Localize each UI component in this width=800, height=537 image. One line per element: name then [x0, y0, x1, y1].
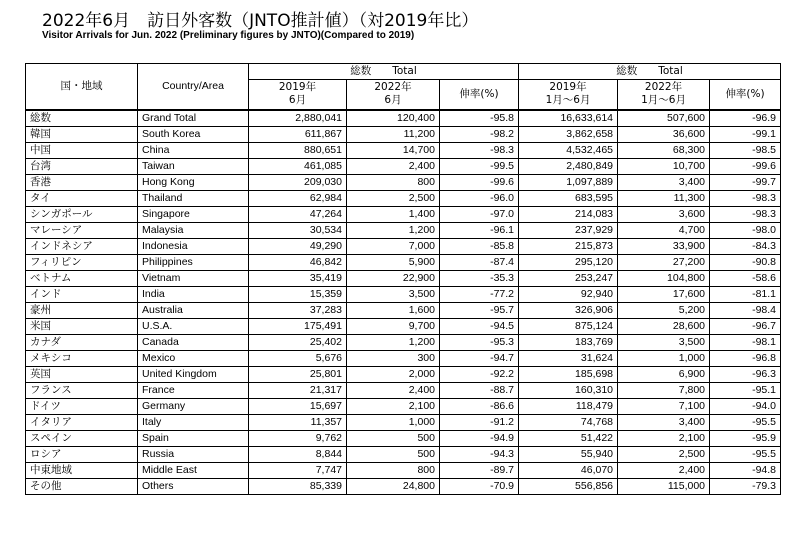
cell-growth-cumulative: -94.0	[710, 398, 781, 414]
cell-country-en: Middle East	[138, 462, 249, 478]
cell-2019-month: 5,676	[249, 350, 347, 366]
cell-2022-month: 2,500	[347, 190, 440, 206]
cell-2019-month: 21,317	[249, 382, 347, 398]
cell-2019-month: 461,085	[249, 158, 347, 174]
cell-region-jp: 台湾	[26, 158, 138, 174]
cell-2019-cumulative: 326,906	[519, 302, 618, 318]
cell-2019-month: 2,880,041	[249, 110, 347, 127]
header-2019-cum-year: 2019年	[549, 81, 587, 94]
cell-country-en: U.S.A.	[138, 318, 249, 334]
cell-2019-month: 47,264	[249, 206, 347, 222]
cell-country-en: Australia	[138, 302, 249, 318]
header-growth-cumulative: 伸率(%)	[710, 80, 781, 110]
cell-growth-cumulative: -98.1	[710, 334, 781, 350]
cell-region-jp: ドイツ	[26, 398, 138, 414]
cell-2019-month: 85,339	[249, 478, 347, 494]
header-group-cumulative: 総数 Total	[519, 64, 781, 80]
cell-2022-cumulative: 3,500	[618, 334, 710, 350]
cell-2019-cumulative: 295,120	[519, 254, 618, 270]
header-country-en: Country/Area	[138, 64, 249, 110]
cell-2022-month: 2,100	[347, 398, 440, 414]
cell-2022-month: 2,400	[347, 382, 440, 398]
table-row	[26, 238, 781, 254]
cell-2019-cumulative: 46,070	[519, 462, 618, 478]
cell-region-jp: カナダ	[26, 334, 138, 350]
cell-region-jp: 英国	[26, 366, 138, 382]
cell-region-jp: ロシア	[26, 446, 138, 462]
cell-growth-month: -95.7	[440, 302, 519, 318]
cell-country-en: Hong Kong	[138, 174, 249, 190]
cell-growth-cumulative: -99.6	[710, 158, 781, 174]
cell-2019-month: 37,283	[249, 302, 347, 318]
cell-country-en: United Kingdom	[138, 366, 249, 382]
cell-growth-cumulative: -58.6	[710, 270, 781, 286]
cell-region-jp: フィリピン	[26, 254, 138, 270]
cell-region-jp: その他	[26, 478, 138, 494]
table-row	[26, 126, 781, 142]
cell-growth-cumulative: -98.0	[710, 222, 781, 238]
header-2019-month	[249, 80, 347, 110]
cell-2022-month: 1,600	[347, 302, 440, 318]
cell-growth-cumulative: -81.1	[710, 286, 781, 302]
table-row	[26, 478, 781, 494]
cell-2022-month: 500	[347, 446, 440, 462]
cell-region-jp: フランス	[26, 382, 138, 398]
cell-region-jp: マレーシア	[26, 222, 138, 238]
cell-growth-month: -91.2	[440, 414, 519, 430]
cell-country-en: Canada	[138, 334, 249, 350]
table-row	[26, 446, 781, 462]
cell-2022-cumulative: 4,700	[618, 222, 710, 238]
cell-2022-cumulative: 7,100	[618, 398, 710, 414]
header-2022-month-period: 6月	[384, 94, 402, 107]
cell-2022-cumulative: 68,300	[618, 142, 710, 158]
cell-2022-month: 500	[347, 430, 440, 446]
header-2019-month-period: 6月	[288, 94, 307, 107]
cell-2019-month: 9,762	[249, 430, 347, 446]
cell-2019-month: 15,359	[249, 286, 347, 302]
cell-2022-month: 11,200	[347, 126, 440, 142]
header-2022-cum-year: 2022年	[644, 81, 683, 94]
table-row	[26, 222, 781, 238]
cell-growth-month: -95.3	[440, 334, 519, 350]
cell-2019-month: 25,801	[249, 366, 347, 382]
cell-growth-month: -98.3	[440, 142, 519, 158]
cell-2022-month: 800	[347, 174, 440, 190]
cell-2019-cumulative: 74,768	[519, 414, 618, 430]
cell-growth-cumulative: -98.3	[710, 206, 781, 222]
cell-growth-cumulative: -96.7	[710, 318, 781, 334]
cell-country-en: Malaysia	[138, 222, 249, 238]
cell-country-en: Philippines	[138, 254, 249, 270]
cell-growth-month: -94.9	[440, 430, 519, 446]
cell-growth-month: -95.8	[440, 110, 519, 127]
cell-2019-cumulative: 556,856	[519, 478, 618, 494]
cell-country-en: Grand Total	[138, 110, 249, 127]
cell-growth-month: -89.7	[440, 462, 519, 478]
cell-country-en: Taiwan	[138, 158, 249, 174]
cell-country-en: Russia	[138, 446, 249, 462]
header-2019-month-year: 2019年	[278, 81, 317, 94]
table-row	[26, 414, 781, 430]
cell-country-en: Indonesia	[138, 238, 249, 254]
cell-2019-cumulative: 3,862,658	[519, 126, 618, 142]
cell-country-en: Spain	[138, 430, 249, 446]
cell-growth-month: -88.7	[440, 382, 519, 398]
table-row	[26, 350, 781, 366]
cell-2019-month: 49,290	[249, 238, 347, 254]
cell-2022-cumulative: 11,300	[618, 190, 710, 206]
cell-growth-month: -96.1	[440, 222, 519, 238]
table-row	[26, 142, 781, 158]
table-row	[26, 462, 781, 478]
cell-growth-cumulative: -95.1	[710, 382, 781, 398]
cell-2022-month: 2,000	[347, 366, 440, 382]
page-subtitle: Visitor Arrivals for Jun. 2022 (Preliminary figures by JNTO)(Compared to 2019)	[42, 30, 415, 41]
table-row	[26, 334, 781, 350]
cell-2019-cumulative: 875,124	[519, 318, 618, 334]
cell-growth-cumulative: -98.3	[710, 190, 781, 206]
cell-2022-cumulative: 10,700	[618, 158, 710, 174]
cell-growth-cumulative: -98.4	[710, 302, 781, 318]
cell-2019-cumulative: 16,633,614	[519, 110, 618, 127]
cell-country-en: Thailand	[138, 190, 249, 206]
cell-2022-cumulative: 3,600	[618, 206, 710, 222]
table-row	[26, 366, 781, 382]
cell-growth-cumulative: -99.1	[710, 126, 781, 142]
visitor-arrivals-table	[25, 63, 781, 495]
cell-2022-cumulative: 2,100	[618, 430, 710, 446]
cell-region-jp: 中国	[26, 142, 138, 158]
cell-growth-cumulative: -95.5	[710, 414, 781, 430]
cell-country-en: Italy	[138, 414, 249, 430]
cell-2019-cumulative: 253,247	[519, 270, 618, 286]
cell-2019-cumulative: 92,940	[519, 286, 618, 302]
cell-2019-cumulative: 237,929	[519, 222, 618, 238]
table-body	[26, 110, 781, 495]
cell-2022-cumulative: 507,600	[618, 110, 710, 127]
cell-2019-month: 8,844	[249, 446, 347, 462]
cell-2022-month: 1,200	[347, 222, 440, 238]
table-row	[26, 190, 781, 206]
cell-2019-cumulative: 4,532,465	[519, 142, 618, 158]
header-2022-month-year: 2022年	[374, 81, 412, 94]
cell-region-jp: インドネシア	[26, 238, 138, 254]
cell-2019-cumulative: 31,624	[519, 350, 618, 366]
cell-growth-cumulative: -95.9	[710, 430, 781, 446]
header-2022-cum-period: 1月～6月	[641, 94, 686, 107]
cell-2022-cumulative: 2,400	[618, 462, 710, 478]
cell-growth-month: -97.0	[440, 206, 519, 222]
table-row	[26, 110, 781, 127]
cell-2019-month: 175,491	[249, 318, 347, 334]
page-title: 2022年6月 訪日外客数（JNTO推計値）（対2019年比）	[42, 11, 479, 31]
cell-country-en: Singapore	[138, 206, 249, 222]
cell-growth-cumulative: -99.7	[710, 174, 781, 190]
cell-region-jp: メキシコ	[26, 350, 138, 366]
cell-growth-month: -96.0	[440, 190, 519, 206]
cell-2022-month: 300	[347, 350, 440, 366]
cell-growth-month: -98.2	[440, 126, 519, 142]
cell-growth-month: -70.9	[440, 478, 519, 494]
cell-2019-month: 209,030	[249, 174, 347, 190]
cell-country-en: Germany	[138, 398, 249, 414]
cell-2019-month: 35,419	[249, 270, 347, 286]
cell-2019-month: 62,984	[249, 190, 347, 206]
cell-region-jp: 米国	[26, 318, 138, 334]
header-2019-cumulative	[519, 80, 618, 110]
header-region-jp: 国・地域	[26, 64, 138, 110]
cell-2022-month: 14,700	[347, 142, 440, 158]
cell-country-en: Mexico	[138, 350, 249, 366]
cell-region-jp: 韓国	[26, 126, 138, 142]
cell-2022-cumulative: 28,600	[618, 318, 710, 334]
cell-country-en: France	[138, 382, 249, 398]
header-growth-month: 伸率(%)	[440, 80, 519, 110]
cell-2022-cumulative: 1,000	[618, 350, 710, 366]
cell-2022-cumulative: 36,600	[618, 126, 710, 142]
table-row	[26, 318, 781, 334]
cell-region-jp: ベトナム	[26, 270, 138, 286]
cell-2022-month: 24,800	[347, 478, 440, 494]
cell-growth-cumulative: -96.8	[710, 350, 781, 366]
cell-2019-month: 880,651	[249, 142, 347, 158]
cell-2022-month: 120,400	[347, 110, 440, 127]
cell-country-en: Others	[138, 478, 249, 494]
cell-2019-cumulative: 183,769	[519, 334, 618, 350]
cell-region-jp: 豪州	[26, 302, 138, 318]
cell-2019-cumulative: 51,422	[519, 430, 618, 446]
cell-2022-month: 2,400	[347, 158, 440, 174]
cell-region-jp: イタリア	[26, 414, 138, 430]
table-row	[26, 158, 781, 174]
cell-growth-month: -85.8	[440, 238, 519, 254]
cell-2022-cumulative: 3,400	[618, 174, 710, 190]
cell-growth-cumulative: -90.8	[710, 254, 781, 270]
cell-growth-cumulative: -79.3	[710, 478, 781, 494]
cell-growth-month: -94.7	[440, 350, 519, 366]
cell-growth-month: -87.4	[440, 254, 519, 270]
cell-2019-cumulative: 185,698	[519, 366, 618, 382]
table-row	[26, 398, 781, 414]
table-row	[26, 174, 781, 190]
cell-2019-month: 15,697	[249, 398, 347, 414]
cell-country-en: India	[138, 286, 249, 302]
cell-2019-month: 30,534	[249, 222, 347, 238]
cell-2019-month: 11,357	[249, 414, 347, 430]
table-row	[26, 286, 781, 302]
cell-region-jp: 中東地域	[26, 462, 138, 478]
cell-2022-cumulative: 104,800	[618, 270, 710, 286]
table-row	[26, 382, 781, 398]
table-row	[26, 254, 781, 270]
cell-2019-cumulative: 160,310	[519, 382, 618, 398]
cell-country-en: South Korea	[138, 126, 249, 142]
cell-region-jp: インド	[26, 286, 138, 302]
cell-growth-cumulative: -98.5	[710, 142, 781, 158]
cell-2019-month: 46,842	[249, 254, 347, 270]
cell-2019-cumulative: 215,873	[519, 238, 618, 254]
cell-growth-month: -99.5	[440, 158, 519, 174]
table-row	[26, 270, 781, 286]
cell-2022-month: 22,900	[347, 270, 440, 286]
cell-2019-cumulative: 2,480,849	[519, 158, 618, 174]
table-row	[26, 206, 781, 222]
header-group-month: 総数 Total	[249, 64, 519, 80]
cell-2019-cumulative: 118,479	[519, 398, 618, 414]
cell-2022-cumulative: 17,600	[618, 286, 710, 302]
cell-2019-month: 7,747	[249, 462, 347, 478]
header-2022-month	[347, 80, 440, 110]
cell-2022-month: 1,400	[347, 206, 440, 222]
cell-region-jp: スペイン	[26, 430, 138, 446]
cell-growth-cumulative: -96.9	[710, 110, 781, 127]
cell-2019-cumulative: 683,595	[519, 190, 618, 206]
cell-2022-cumulative: 2,500	[618, 446, 710, 462]
cell-country-en: Vietnam	[138, 270, 249, 286]
cell-2022-month: 9,700	[347, 318, 440, 334]
cell-2022-month: 7,000	[347, 238, 440, 254]
cell-2022-month: 800	[347, 462, 440, 478]
cell-2022-cumulative: 6,900	[618, 366, 710, 382]
cell-growth-cumulative: -96.3	[710, 366, 781, 382]
cell-growth-month: -77.2	[440, 286, 519, 302]
cell-2022-month: 5,900	[347, 254, 440, 270]
cell-2019-cumulative: 214,083	[519, 206, 618, 222]
cell-region-jp: タイ	[26, 190, 138, 206]
cell-growth-month: -35.3	[440, 270, 519, 286]
cell-growth-cumulative: -95.5	[710, 446, 781, 462]
cell-2019-month: 25,402	[249, 334, 347, 350]
cell-2022-cumulative: 5,200	[618, 302, 710, 318]
table-row	[26, 302, 781, 318]
cell-growth-cumulative: -84.3	[710, 238, 781, 254]
cell-2022-month: 1,000	[347, 414, 440, 430]
header-2019-cum-period: 1月～6月	[545, 94, 591, 107]
cell-2022-cumulative: 27,200	[618, 254, 710, 270]
cell-growth-month: -99.6	[440, 174, 519, 190]
cell-2019-cumulative: 1,097,889	[519, 174, 618, 190]
header-2022-cumulative	[618, 80, 710, 110]
cell-2022-month: 3,500	[347, 286, 440, 302]
cell-2022-cumulative: 115,000	[618, 478, 710, 494]
cell-growth-month: -94.5	[440, 318, 519, 334]
cell-2022-cumulative: 3,400	[618, 414, 710, 430]
cell-2022-cumulative: 33,900	[618, 238, 710, 254]
cell-region-jp: 香港	[26, 174, 138, 190]
cell-growth-month: -94.3	[440, 446, 519, 462]
cell-growth-cumulative: -94.8	[710, 462, 781, 478]
cell-2022-month: 1,200	[347, 334, 440, 350]
cell-region-jp: 総数	[26, 110, 138, 127]
cell-2022-cumulative: 7,800	[618, 382, 710, 398]
cell-growth-month: -86.6	[440, 398, 519, 414]
cell-2019-month: 611,867	[249, 126, 347, 142]
cell-region-jp: シンガポール	[26, 206, 138, 222]
cell-country-en: China	[138, 142, 249, 158]
table-row	[26, 430, 781, 446]
cell-2019-cumulative: 55,940	[519, 446, 618, 462]
cell-growth-month: -92.2	[440, 366, 519, 382]
